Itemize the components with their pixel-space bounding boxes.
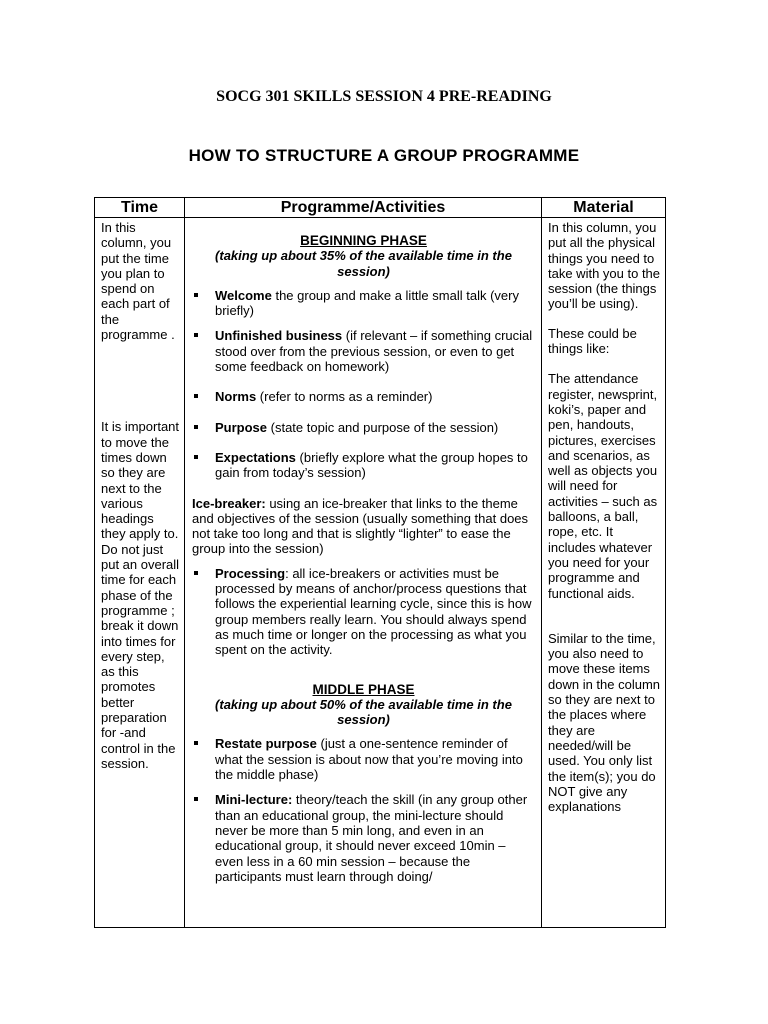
item-text: : all ice-breakers or activities must be processed by means of anchor/process questions that follows the experiential learning cycle, since this is how group members really learn. You should always spend as much time or longer on the processing as what you spent on the activity. bbox=[215, 565, 532, 658]
header-programme-activities: Programme/Activities bbox=[185, 198, 542, 218]
icebreaker-paragraph bbox=[192, 496, 535, 557]
bullet-icon bbox=[194, 741, 198, 745]
middle-phase-note: (taking up about 50% of the available time in the session) bbox=[215, 696, 512, 728]
middle-phase-list bbox=[192, 736, 535, 884]
item-text: (if relevant – if something crucial stood over from the previous session, or even to get some feedback on homework) bbox=[215, 328, 533, 375]
list-item bbox=[192, 288, 535, 319]
item-text: (refer to norms as a reminder) bbox=[256, 389, 433, 405]
item-keyword: Purpose bbox=[215, 419, 268, 435]
list-item bbox=[192, 420, 535, 435]
material-text-1: In this column, you put all the physical things you need to take with you to the session (the things you’ll be using). bbox=[548, 220, 661, 312]
item-text: the group and make a little small talk (very briefly) bbox=[215, 287, 519, 319]
document-title: SOCG 301 SKILLS SESSION 4 PRE-READING bbox=[216, 88, 552, 105]
item-text: theory/teach the skill (in any group other than an educational group, the mini-lecture should never be more than 5 min long, and even in an educational group, it should never exceed 10min – even less in a 60 min session – because the participants must learn through doing/ bbox=[215, 792, 528, 884]
item-text: (state topic and purpose of the session) bbox=[267, 419, 499, 435]
bullet-icon bbox=[194, 333, 198, 337]
material-text-2: These could be things like: bbox=[548, 325, 637, 357]
item-keyword: Expectations bbox=[215, 449, 296, 465]
table-row bbox=[95, 218, 666, 928]
list-item bbox=[192, 328, 535, 374]
bullet-icon bbox=[194, 293, 198, 297]
time-cell bbox=[95, 218, 185, 928]
list-item bbox=[192, 450, 535, 481]
list-item bbox=[192, 736, 535, 782]
programme-table bbox=[94, 197, 666, 928]
item-keyword: Norms bbox=[215, 389, 257, 405]
table-header-row bbox=[95, 198, 666, 218]
bullet-icon bbox=[194, 797, 198, 801]
material-text-4: Similar to the time, you also need to move these items down in the column so they are next to the places where they are needed/will be used. You only list the item(s); you do NOT give any explanations bbox=[548, 630, 661, 815]
header-time: Time bbox=[95, 198, 185, 218]
item-text: (briefly explore what the group hopes to gain from today’s session) bbox=[215, 449, 528, 481]
header-material: Material bbox=[542, 198, 666, 218]
item-keyword: Welcome bbox=[215, 287, 272, 303]
time-text-1: In this column, you put the time you plan to spend on each part of the programme . bbox=[101, 220, 175, 343]
item-keyword: Unfinished business bbox=[215, 328, 343, 344]
beginning-phase-note: (taking up about 35% of the available time in the session) bbox=[215, 248, 512, 279]
beginning-phase-list bbox=[192, 288, 535, 481]
list-item bbox=[192, 566, 535, 658]
document-subtitle: HOW TO STRUCTURE A GROUP PROGRAMME bbox=[188, 146, 580, 165]
icebreaker-keyword: Ice-breaker: bbox=[192, 495, 266, 511]
item-keyword: Processing bbox=[215, 565, 286, 581]
item-keyword: Restate purpose bbox=[215, 736, 317, 752]
time-text-2: It is important to move the times down so they are next to the various headings they apply to. Do not just put an overall time for each phase of the programme ; break it down into times for every step, as this promotes better preparation for -and control in the session. bbox=[101, 419, 180, 771]
bullet-icon bbox=[194, 425, 198, 429]
item-keyword: Mini-lecture: bbox=[215, 792, 293, 808]
list-item bbox=[192, 389, 535, 404]
processing-list bbox=[192, 566, 535, 658]
material-text-3: The attendance register, newsprint, koki’s, paper and pen, handouts, pictures, exercises and scenarios, as well as objects you will need for activities – such as balloons, a ball, rope, etc. It includes whatever you need for your programme and functional aids. bbox=[548, 371, 658, 601]
list-item bbox=[192, 792, 535, 884]
material-cell bbox=[542, 218, 666, 928]
bullet-icon bbox=[194, 455, 198, 459]
icebreaker-text: using an ice-breaker that links to the theme and objectives of the session (usually something that does not take too long and that is slightly “lighter” to ease the group into the session) bbox=[192, 495, 529, 557]
bullet-icon bbox=[194, 394, 198, 398]
bullet-icon bbox=[194, 571, 198, 575]
programme-cell bbox=[185, 218, 542, 928]
beginning-phase-title: BEGINNING PHASE bbox=[300, 233, 427, 248]
middle-phase-title: MIDDLE PHASE bbox=[312, 681, 415, 697]
item-text: (just a one-sentence reminder of what the session is about now that you’re moving into the middle phase) bbox=[215, 736, 523, 783]
